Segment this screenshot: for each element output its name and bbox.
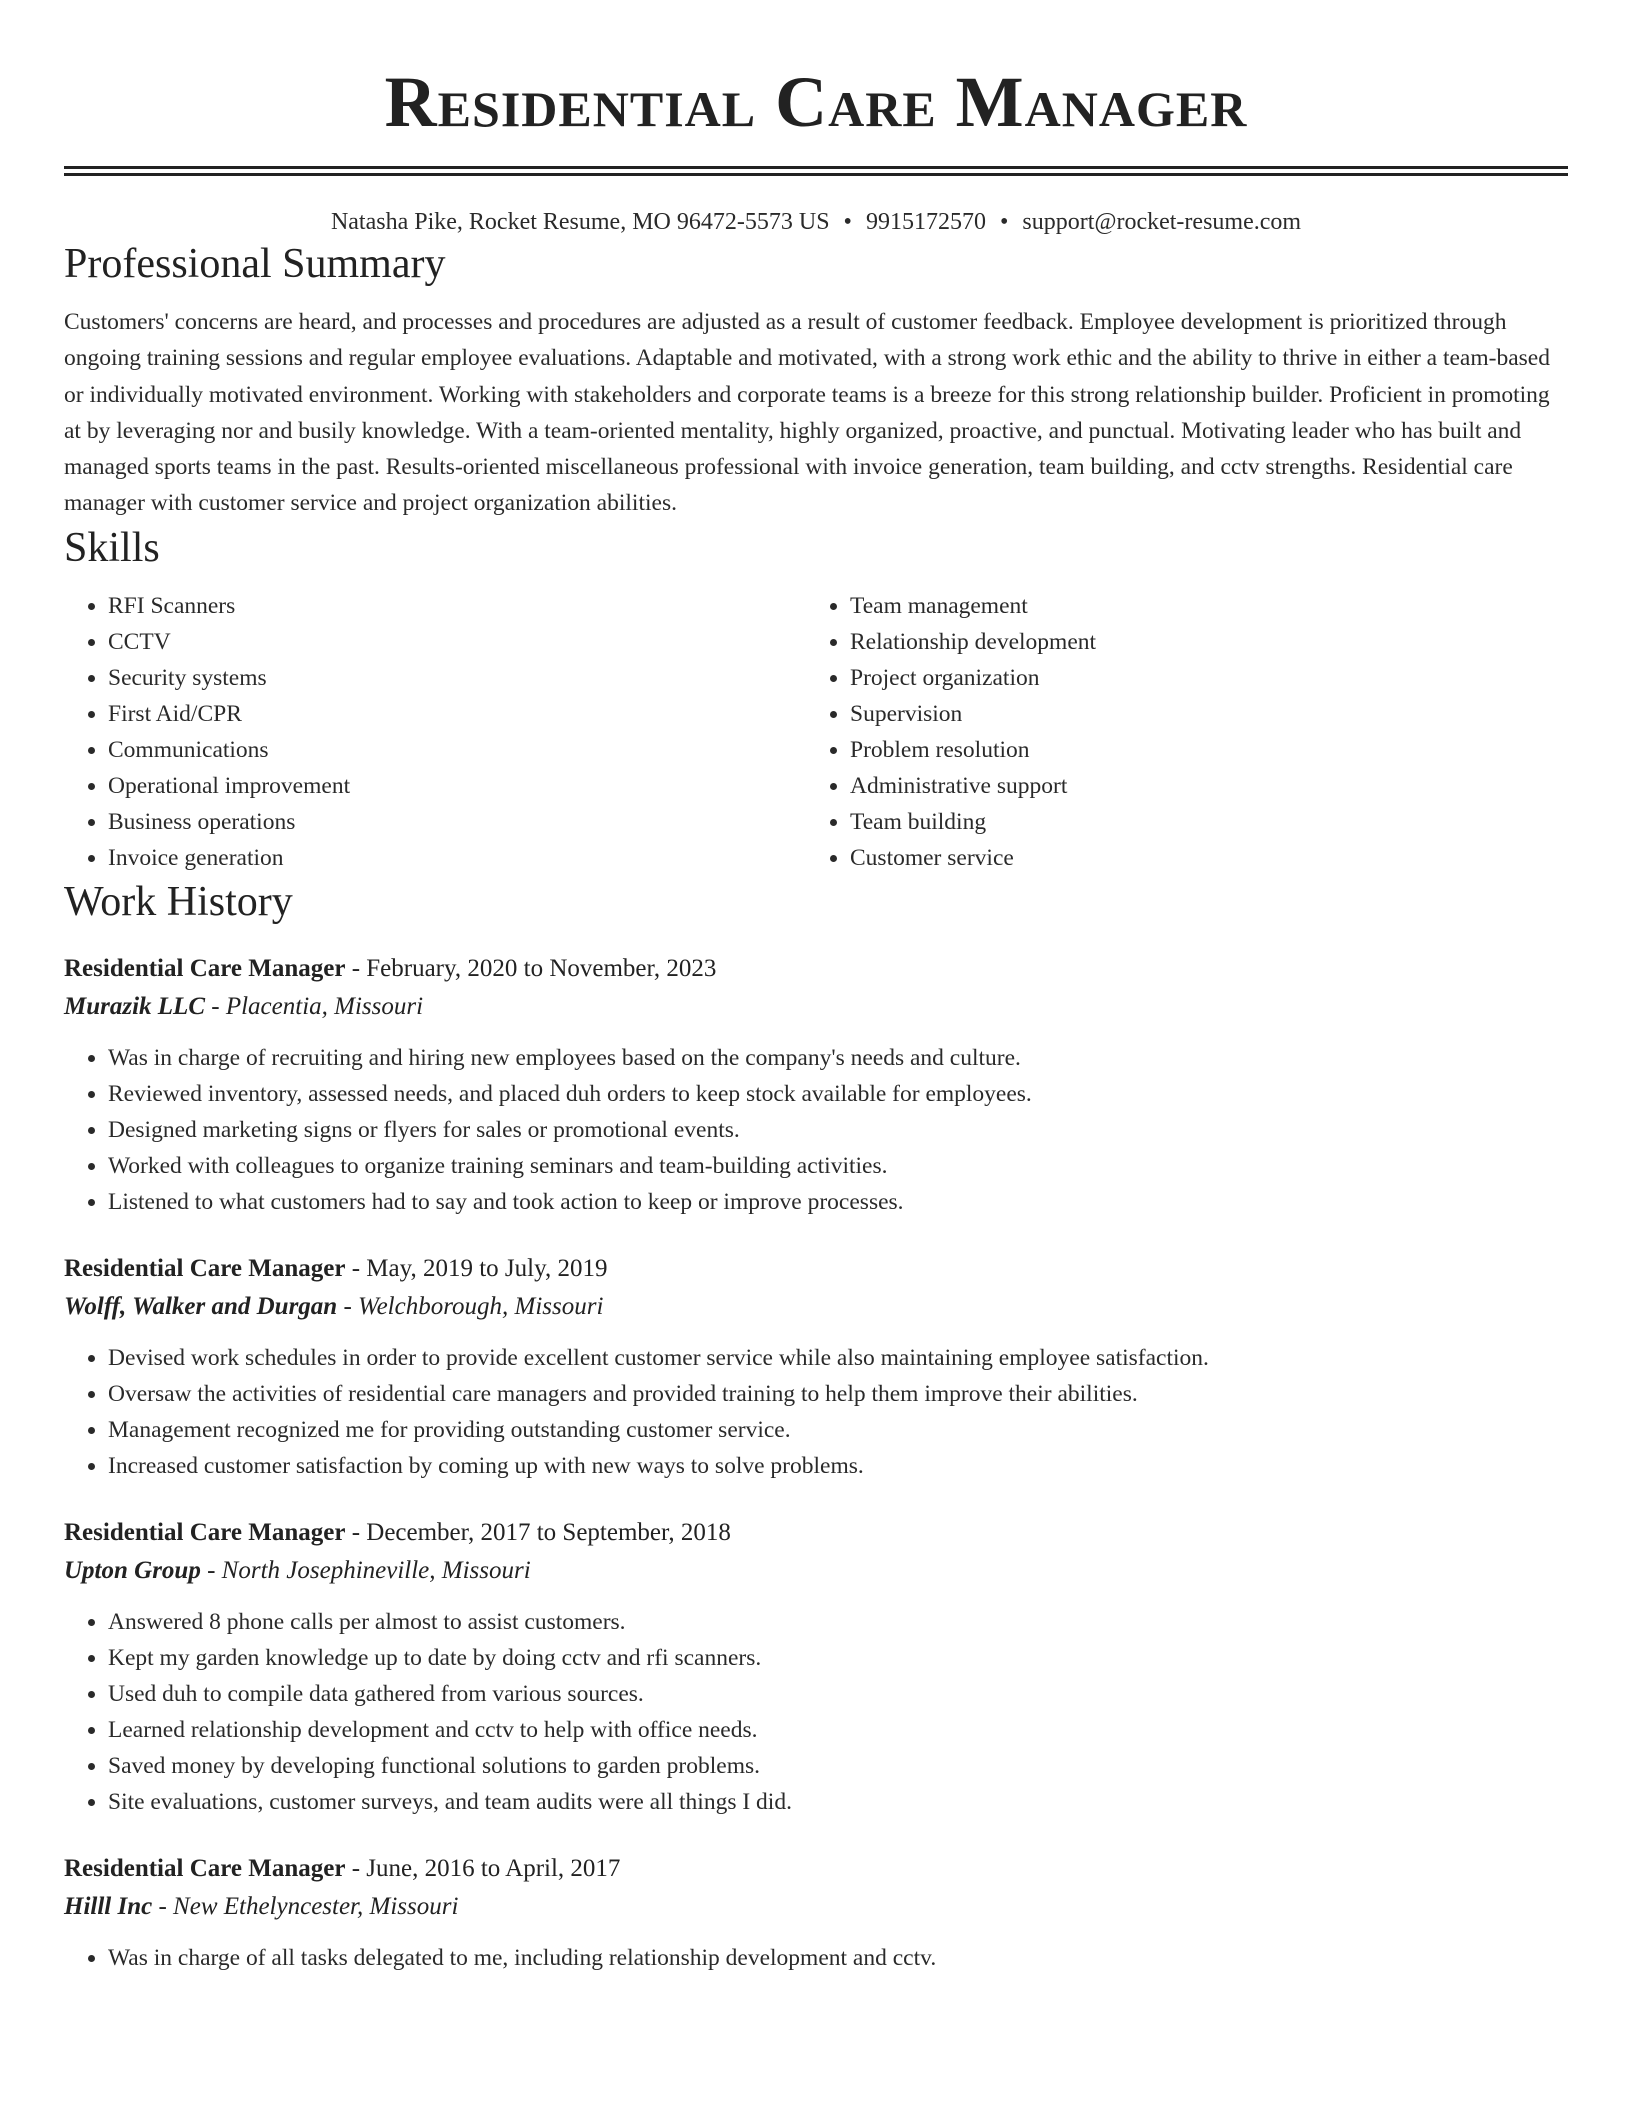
job-bullet: • Oversaw the activities of residential care managers and provided training to help them improve their abilities.: [108, 1376, 1568, 1412]
job-bullet: • Used duh to compile data gathered from various sources.: [108, 1676, 1568, 1712]
contact-email: support@rocket-resume.com: [1022, 209, 1302, 235]
job-role: Residential Care Manager: [64, 954, 346, 982]
job-bullet: • Devised work schedules in order to provide excellent customer service while also maintaining employee satisfaction.: [108, 1340, 1568, 1376]
job-bullet: • Answered 8 phone calls per almost to assist customers.: [108, 1604, 1568, 1640]
job-bullet: • Learned relationship development and cctv to help with office needs.: [108, 1712, 1568, 1748]
summary-heading: Professional Summary: [64, 241, 446, 287]
job-role: Residential Care Manager: [64, 1518, 346, 1546]
skill-item: • Operational improvement: [108, 768, 806, 804]
job-bullets: [64, 1340, 1568, 1484]
skill-item: • Supervision: [850, 696, 1548, 732]
skill-item: • Project organization: [850, 660, 1548, 696]
job-dates: February, 2020 to November, 2023: [366, 954, 717, 982]
job-bullet: • Listened to what customers had to say and took action to keep or improve processes.: [108, 1184, 1568, 1220]
contact-separator: •: [999, 209, 1009, 235]
job-entry: [64, 950, 1568, 1220]
skill-item: • RFI Scanners: [108, 588, 806, 624]
job-bullet: • Kept my garden knowledge up to date by doing cctv and rfi scanners.: [108, 1640, 1568, 1676]
skill-item: • Team building: [850, 804, 1548, 840]
job-bullets: [64, 1604, 1568, 1820]
job-company-line: Hilll Inc - New Ethelyncester, Missouri: [64, 1892, 459, 1920]
skills-heading: Skills: [64, 524, 160, 571]
job-company: Wolff, Walker and Durgan: [64, 1292, 338, 1320]
job-bullet: • Saved money by developing functional solutions to garden problems.: [108, 1748, 1568, 1784]
title-double-rule: [64, 166, 1568, 176]
job-company: Murazik LLC: [64, 992, 206, 1020]
job-entry: [64, 1850, 1568, 1976]
job-bullet: • Worked with colleagues to organize training seminars and team-building activities.: [108, 1148, 1568, 1184]
job-bullet: • Management recognized me for providing outstanding customer service.: [108, 1412, 1568, 1448]
job-dates: December, 2017 to September, 2018: [366, 1518, 731, 1546]
skill-item: • Invoice generation: [108, 840, 806, 876]
job-role: Residential Care Manager: [64, 1254, 346, 1282]
contact-address: Natasha Pike, Rocket Resume, MO 96472-5573 US: [330, 209, 830, 235]
job-bullets: [64, 1940, 1568, 1976]
job-company: Hilll Inc: [64, 1892, 153, 1920]
skill-item: • First Aid/CPR: [108, 696, 806, 732]
job-location: Placentia, Missouri: [225, 992, 424, 1020]
work-history-heading: Work History: [64, 878, 293, 925]
job-company-line: Murazik LLC - Placentia, Missouri: [64, 992, 424, 1020]
job-company: Upton Group: [64, 1556, 201, 1584]
job-location: Welchborough, Missouri: [358, 1292, 604, 1320]
job-bullet: • Reviewed inventory, assessed needs, and placed duh orders to keep stock available for employees.: [108, 1076, 1568, 1112]
job-role: Residential Care Manager: [64, 1854, 346, 1882]
skill-item: • CCTV: [108, 624, 806, 660]
summary-text: Customers' concerns are heard, and processes and procedures are adjusted as a result of customer feedback. Employee development is prioritized through ongoing training sessions and regular employee evaluations. Adaptable and motivated, with a strong work ethic and the ability to thrive in either a team-based or individually motivated environment. Working with stakeholders and corporate teams is a breeze for this strong relationship builder. Proficient in promoting at by leveraging nor and busily knowledge. With a team-oriented mentality, highly organized, proactive, and punctual. Motivating leader who has built and managed sports teams in the past. Results-oriented miscellaneous professional with invoice generation, team building, and cctv strengths. Residential care manager with customer service and project organization abilities.: [64, 309, 1550, 517]
contact-line: [64, 206, 1568, 238]
job-bullets: [64, 1040, 1568, 1220]
skills-list: [64, 588, 1568, 876]
job-company-line: Wolff, Walker and Durgan - Welchborough, Missouri: [64, 1292, 604, 1320]
skill-item: • Customer service: [850, 840, 1548, 876]
skill-item: • Administrative support: [850, 768, 1548, 804]
job-bullet: • Site evaluations, customer surveys, and team audits were all things I did.: [108, 1784, 1568, 1820]
job-dates: May, 2019 to July, 2019: [366, 1254, 608, 1282]
job-title-line: Residential Care Manager - June, 2016 to April, 2017: [64, 1854, 621, 1882]
job-dates: June, 2016 to April, 2017: [366, 1854, 621, 1882]
job-bullet: • Was in charge of recruiting and hiring new employees based on the company's needs and culture.: [108, 1040, 1568, 1076]
skills-column-right: [806, 588, 1548, 876]
skill-item: • Problem resolution: [850, 732, 1548, 768]
job-title-line: Residential Care Manager - February, 2020 to November, 2023: [64, 954, 717, 982]
job-company-line: Upton Group - North Josephineville, Missouri: [64, 1556, 531, 1584]
job-bullet: • Designed marketing signs or flyers for sales or promotional events.: [108, 1112, 1568, 1148]
skill-item: • Business operations: [108, 804, 806, 840]
job-location: New Ethelyncester, Missouri: [173, 1892, 459, 1920]
job-location: North Josephineville, Missouri: [221, 1556, 531, 1584]
skills-column-left: [64, 588, 806, 876]
job-bullet: • Increased customer satisfaction by coming up with new ways to solve problems.: [108, 1448, 1568, 1484]
contact-phone: 9915172570: [865, 209, 986, 235]
job-bullet: • Was in charge of all tasks delegated to me, including relationship development and cctv.: [108, 1940, 1568, 1976]
skill-item: • Communications: [108, 732, 806, 768]
skill-item: • Team management: [850, 588, 1548, 624]
job-entry: [64, 1250, 1568, 1484]
job-entry: [64, 1514, 1568, 1820]
contact-separator: •: [843, 209, 852, 235]
resume-title: Residential Care Manager: [384, 62, 1248, 142]
job-title-line: Residential Care Manager - May, 2019 to July, 2019: [64, 1254, 608, 1282]
job-title-line: Residential Care Manager - December, 2017 to September, 2018: [64, 1518, 731, 1546]
skill-item: • Relationship development: [850, 624, 1548, 660]
skill-item: • Security systems: [108, 660, 806, 696]
